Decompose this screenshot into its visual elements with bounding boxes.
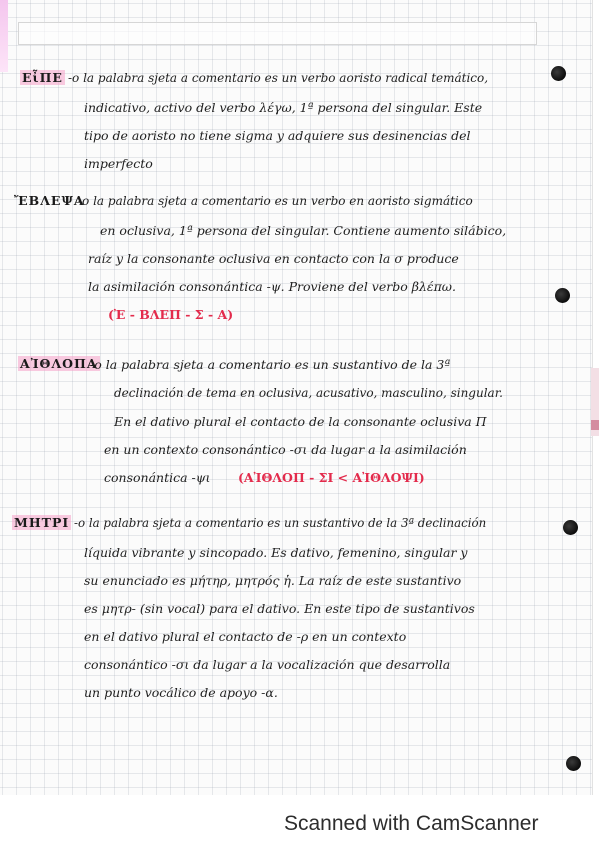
note-line: consonántica -ψι	[104, 470, 211, 485]
note-line: En el dativo plural el contacto de la consonante oclusiva Π	[114, 414, 487, 429]
note-line: -o la palabra sjeta a comentario es un sustantivo de la 3ª	[90, 357, 451, 372]
page-edge-highlight	[0, 0, 8, 72]
binder-hole	[555, 288, 570, 303]
greek-term: ΕἶΠΕ	[22, 70, 63, 85]
greek-term: ἜΒΛΕΨΑ	[14, 193, 85, 208]
binder-hole	[551, 66, 566, 81]
note-line: la asimilación consonántica -ψ. Proviene del verbo βλέπω.	[88, 279, 456, 294]
note-line: consonántico -σι da lugar a la vocalización que desarrolla	[84, 657, 451, 672]
note-line: -o la palabra sjeta a comentario es un verbo aoristo radical temático,	[68, 71, 489, 85]
side-tab-mark	[591, 420, 599, 430]
note-line: raíz y la consonante oclusiva en contacto con la σ produce	[88, 251, 459, 266]
note-line: líquida vibrante y sincopado. Es dativo, femenino, singular y	[84, 545, 468, 560]
note-line: es μητρ- (sin vocal) para el dativo. En este tipo de sustantivos	[84, 601, 475, 616]
scanner-watermark: Scanned with CamScanner	[284, 812, 539, 835]
note-line: imperfecto	[84, 156, 153, 171]
note-line: en oclusiva, 1ª persona del singular. Contiene aumento silábico,	[100, 223, 507, 238]
note-line: indicativo, activo del verbo λέγω, 1ª persona del singular. Este	[84, 100, 483, 115]
red-formula: (ΑἸΘΛΟΠ - ΣΙ < ΑἸΘΛΟΨΙ)	[238, 470, 425, 485]
note-line: en el dativo plural el contacto de -ρ en un contexto	[84, 629, 407, 644]
note-line: un punto vocálico de apoyo -α.	[84, 685, 278, 700]
note-line: declinación de tema en oclusiva, acusativo, masculino, singular.	[114, 386, 503, 400]
note-line: en un contexto consonántico -σι da lugar a la asimilación	[104, 442, 467, 457]
greek-term: ΜΗΤΡΙ	[14, 515, 70, 530]
header-box	[18, 22, 537, 45]
note-line: -o la palabra sjeta a comentario es un verbo en aoristo sigmático	[78, 194, 473, 208]
note-line: -o la palabra sjeta a comentario es un sustantivo de la 3ª declinación	[74, 516, 487, 530]
red-formula: (Ἐ - ΒΛΕΠ - Σ - Α)	[108, 307, 234, 322]
binder-hole	[563, 520, 578, 535]
binder-hole	[566, 756, 581, 771]
greek-term: ΑἸΘΛΟΠΑ	[20, 356, 98, 371]
note-line: su enunciado es μήτηρ, μητρός ἡ. La raíz de este sustantivo	[84, 573, 462, 588]
note-line: tipo de aoristo no tiene sigma y adquiere sus desinencias del	[84, 128, 471, 143]
